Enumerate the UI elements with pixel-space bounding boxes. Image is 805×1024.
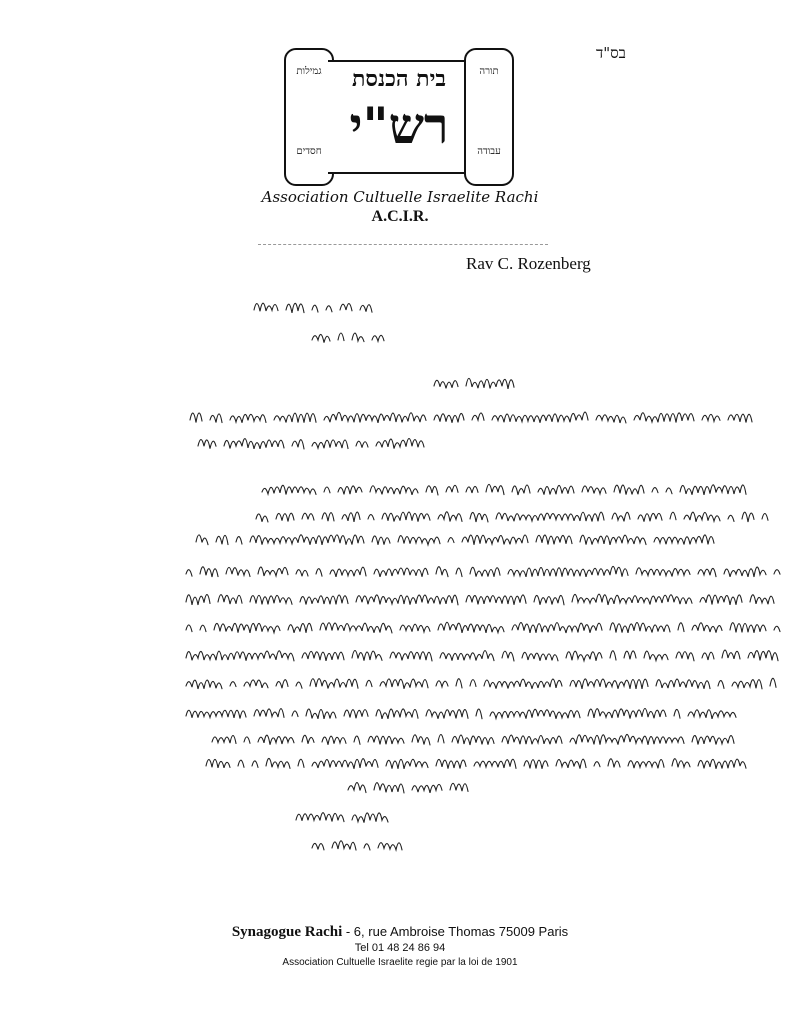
handwriting-stroke: [186, 588, 776, 610]
handwritten-line: [262, 478, 748, 500]
handwriting-stroke: [186, 560, 776, 582]
synagogue-logo: [284, 48, 514, 184]
handwritten-line: [312, 834, 402, 856]
handwritten-line: [212, 728, 732, 750]
handwritten-line: [296, 806, 388, 828]
association-acronym: A.C.I.R.: [371, 208, 429, 225]
handwritten-line: [186, 672, 776, 694]
handwriting-stroke: [434, 372, 510, 394]
handwriting-stroke: [186, 672, 776, 694]
handwriting-stroke: [296, 806, 388, 828]
logo-left-rod-bottom: חסדים: [296, 146, 322, 157]
handwriting-stroke: [254, 296, 374, 318]
handwritten-line: [186, 702, 732, 724]
handwriting-stroke: [262, 478, 748, 500]
handwritten-line: [348, 776, 468, 798]
besiyata-dishmaya-mark: בס"ד: [596, 44, 626, 62]
handwritten-line: [186, 560, 776, 582]
handwritten-line: [198, 432, 422, 454]
handwriting-stroke: [256, 505, 764, 527]
logo-scroll-sheet: [328, 60, 470, 174]
handwritten-line: [312, 326, 384, 348]
footer-address-line: [190, 924, 610, 941]
rabbi-name: Rav C. Rozenberg: [466, 254, 591, 273]
logo-title: בית הכנסת: [352, 66, 446, 92]
handwritten-line: [256, 505, 764, 527]
handwritten-line: [206, 752, 746, 774]
handwritten-line: [186, 588, 776, 610]
handwriting-stroke: [186, 644, 776, 666]
logo-right-rod-top: תורה: [479, 66, 499, 77]
handwriting-stroke: [196, 528, 722, 550]
footer-address: - 6, rue Ambroise Thomas 75009 Paris: [342, 924, 569, 939]
header-divider: [258, 244, 548, 245]
handwriting-stroke: [186, 616, 776, 638]
handwriting-stroke: [206, 752, 746, 774]
logo-mark: רש"י: [349, 96, 449, 155]
handwritten-line: [254, 296, 374, 318]
handwriting-stroke: [312, 834, 402, 856]
logo-left-rod-top: גמילות: [296, 66, 322, 77]
logo-right-rod: [464, 48, 514, 186]
logo-left-rod: [284, 48, 334, 186]
handwritten-line: [434, 372, 510, 394]
footer-legal-note: Association Cultuelle Israelite regie par la loi de 1901: [282, 957, 518, 968]
association-script-name: Association Cultuelle Israelite Rachi: [261, 188, 539, 206]
logo-right-rod-bottom: עבודה: [477, 146, 501, 157]
handwritten-line: [190, 406, 750, 428]
footer-synagogue-name: Synagogue Rachi: [231, 924, 343, 940]
handwritten-line: [186, 644, 776, 666]
handwritten-line: [196, 528, 722, 550]
handwritten-line: [186, 616, 776, 638]
handwriting-stroke: [186, 702, 732, 724]
handwriting-stroke: [198, 432, 422, 454]
handwriting-stroke: [312, 326, 384, 348]
footer-phone: Tel 01 48 24 86 94: [354, 942, 446, 954]
handwriting-stroke: [190, 406, 750, 428]
handwriting-stroke: [212, 728, 732, 750]
handwriting-stroke: [348, 776, 468, 798]
